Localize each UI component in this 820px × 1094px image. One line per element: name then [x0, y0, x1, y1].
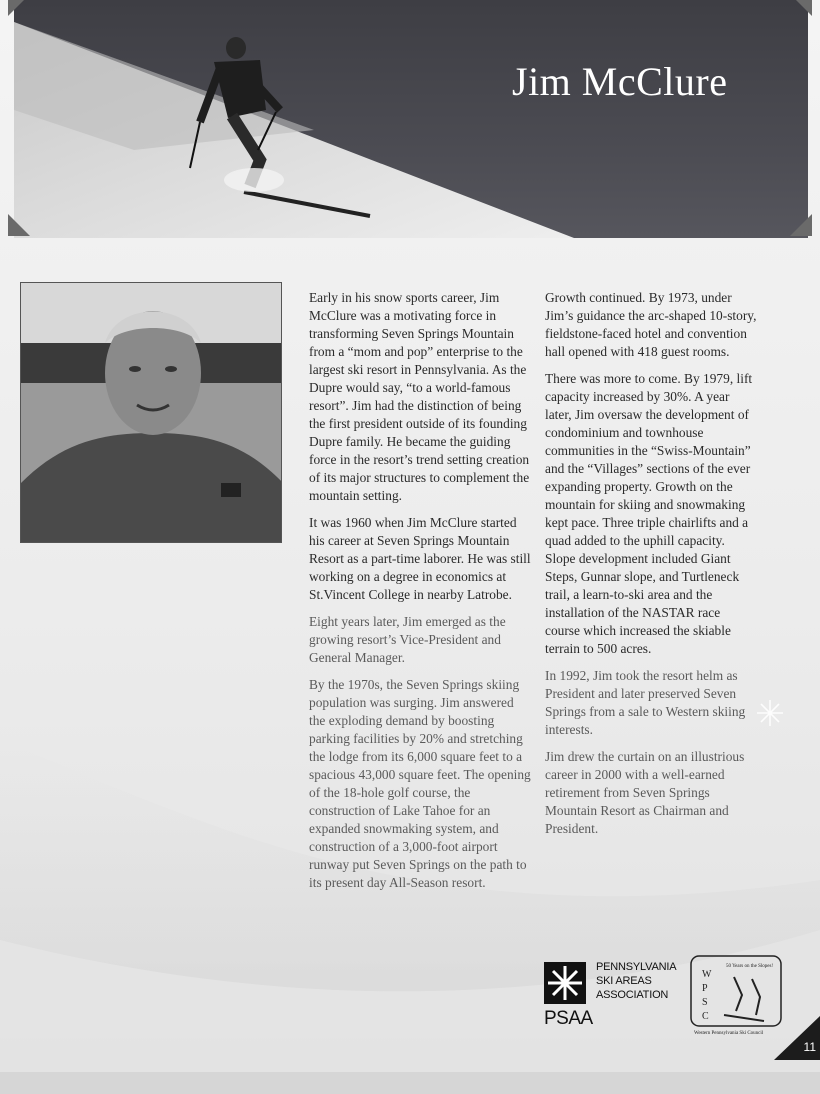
wpsc-logo	[690, 955, 782, 1037]
ski-slope-photo	[14, 0, 808, 238]
article-column-1	[309, 289, 531, 901]
paragraph: Eight years later, Jim emerged as the growing resort’s Vice-President and General Manager.	[309, 614, 506, 665]
corner-ornament	[8, 0, 24, 16]
psaa-name: PENNSYLVANIA SKI AREAS ASSOCIATION	[596, 961, 677, 1001]
svg-text:W: W	[702, 969, 712, 980]
psaa-logo	[538, 958, 678, 1033]
paragraph: It was 1960 when Jim McClure started his career at Seven Springs Mountain Resort as a part-time laborer. He was still working on a degree in economics at St.Vincent College in nearby Latrobe.	[309, 515, 531, 602]
paragraph: By the 1970s, the Seven Springs skiing population was surging. Jim answered the exploding demand by boosting parking facilities by 20% and stretching the lodge from its 6,000 square feet to a spacious 43,000 square feet. The opening of the 18-hole golf course, the construction of Lake Tahoe for an expanded snowmaking system, and construction of a 3,000-foot airport runway put Seven Springs on the path to its present day All-Season resort.	[309, 677, 531, 890]
corner-ornament	[796, 0, 812, 16]
svg-text:50 Years on the Slopes!: 50 Years on the Slopes!	[726, 964, 774, 969]
snowflake-icon	[544, 962, 586, 1004]
corner-ornament	[8, 214, 30, 236]
svg-text:P: P	[702, 983, 708, 994]
psaa-acronym: PSAA	[544, 1008, 593, 1029]
svg-text:Western Pennsylvania Ski Counc: Western Pennsylvania Ski Council	[694, 1031, 764, 1036]
portrait-photo	[20, 282, 282, 543]
scan-bottom-edge	[0, 1072, 820, 1094]
paragraph: Growth continued. By 1973, under Jim’s guidance the arc-shaped 10-story, fieldstone-faced hotel and convention hall opened with 418 guest rooms.	[545, 290, 757, 359]
paragraph: Jim drew the curtain on an illustrious career in 2000 with a well-earned retirement from Seven Springs Mountain Resort as Chairman and President.	[545, 749, 745, 836]
page-title: Jim McClure	[512, 59, 728, 104]
paragraph: Early in his snow sports career, Jim McClure was a motivating force in transforming Seven Springs Mountain from a “mom and pop” enterprise to the largest ski resort in Pennsylvania. As the Dupre would say, “to a world-famous resort”. Jim had the distinction of being the first president outside of its founding Dupre family. He became the guiding force in the resort’s trend setting creation of its major structures to complement the mountain setting.	[309, 290, 530, 503]
snowflake-icon	[757, 680, 798, 726]
page-number: 11	[803, 1040, 816, 1054]
article-column-2	[545, 289, 757, 847]
svg-text:C: C	[702, 1011, 709, 1022]
paragraph: In 1992, Jim took the resort helm as President and later preserved Seven Springs from a sale to Western skiing interests.	[545, 668, 746, 737]
corner-ornament	[790, 214, 812, 236]
header-banner	[14, 0, 808, 238]
paragraph: There was more to come. By 1979, lift capacity increased by 30%. A year later, Jim oversaw the development of condominium and townhouse communities in the “Swiss-Mountain” and the “Villages” sections of the ever expanding property. Growth on the mountain for skiing and snowmaking kept pace. Three triple chairlifts and a quad added to the uphill capacity. Slope development included Giant Steps, Gunnar slope, and Turtleneck trail, a learn-to-ski area and the installation of the NASTAR race course which increased the skiable terrain to 500 acres.	[545, 371, 753, 656]
svg-text:S: S	[702, 997, 708, 1008]
